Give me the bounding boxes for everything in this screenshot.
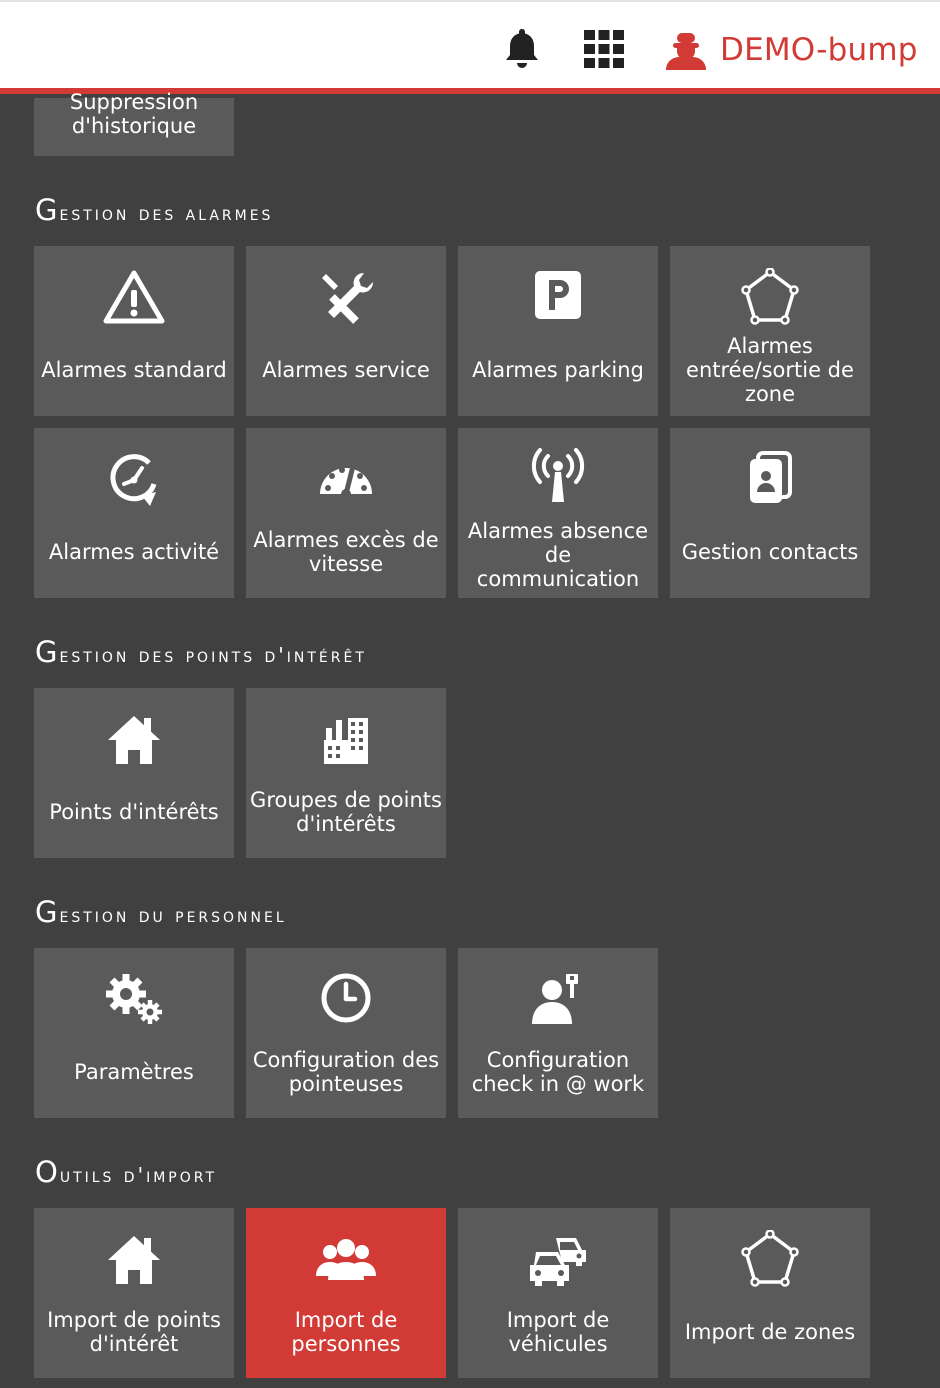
- tile-groupes-points-interets[interactable]: [246, 688, 446, 858]
- people-icon: [246, 1230, 446, 1290]
- home-icon: [34, 710, 234, 770]
- grid-icon[interactable]: [583, 29, 625, 69]
- tile-points-interets[interactable]: [34, 688, 234, 858]
- contacts-icon: [670, 450, 870, 510]
- tile-label: Alarmes parking: [472, 358, 644, 382]
- tile-label: Configuration des pointeuses: [252, 1048, 440, 1096]
- tile-import-points-interet[interactable]: [34, 1208, 234, 1378]
- tile-configuration-pointeuses[interactable]: [246, 948, 446, 1118]
- section-title-alarmes: Gestion des alarmes: [35, 193, 274, 227]
- tile-label: Alarmes excès de vitesse: [253, 528, 439, 576]
- tile-alarmes-parking[interactable]: [458, 246, 658, 416]
- clock-icon: [246, 970, 446, 1030]
- tile-label: Alarmes standard: [41, 358, 227, 382]
- tile-alarmes-activite[interactable]: [34, 428, 234, 598]
- tile-import-zones[interactable]: [670, 1208, 870, 1378]
- tile-label: Suppression d'historique: [69, 90, 199, 138]
- home-icon: [34, 1230, 234, 1290]
- tile-label: Paramètres: [74, 1060, 194, 1084]
- pentagon-icon: [670, 1230, 870, 1290]
- bell-icon[interactable]: [500, 26, 544, 70]
- tile-alarmes-service[interactable]: [246, 246, 446, 416]
- tile-alarmes-communication[interactable]: [458, 428, 658, 598]
- tile-label: Import de véhicules: [506, 1308, 610, 1356]
- tile-parametres[interactable]: [34, 948, 234, 1118]
- tile-import-vehicules[interactable]: [458, 1208, 658, 1378]
- section-title-import: Outils d'import: [35, 1155, 218, 1189]
- person-checkin-icon: [458, 970, 658, 1030]
- buildings-icon: [246, 710, 446, 770]
- tile-suppression-historique[interactable]: [34, 90, 234, 156]
- tile-label: Alarmes absence de communication: [467, 519, 649, 591]
- tile-label: Import de zones: [684, 1320, 856, 1344]
- section-title-personnel: Gestion du personnel: [35, 895, 287, 929]
- tile-label: Groupes de points d'intérêts: [250, 788, 442, 836]
- user-menu[interactable]: [664, 28, 918, 72]
- tile-label: Import de points d'intérêt: [47, 1308, 221, 1356]
- tile-label: Import de personnes: [291, 1308, 401, 1356]
- top-bar: [0, 0, 940, 88]
- tile-alarmes-vitesse[interactable]: [246, 428, 446, 598]
- tile-label: Gestion contacts: [681, 540, 859, 564]
- pentagon-icon: [670, 268, 870, 328]
- parking-icon: [458, 268, 658, 328]
- speedometer-icon: [246, 450, 446, 510]
- tile-label: Points d'intérêts: [49, 800, 219, 824]
- tile-label: Alarmes service: [262, 358, 430, 382]
- user-name: DEMO-bump: [720, 32, 918, 68]
- warning-icon: [34, 268, 234, 328]
- gears-icon: [34, 970, 234, 1030]
- tile-gestion-contacts[interactable]: [670, 428, 870, 598]
- tile-label: Alarmes activité: [48, 540, 220, 564]
- antenna-icon: [458, 446, 658, 506]
- tile-label: Configuration check in @ work: [471, 1048, 645, 1096]
- tile-alarmes-standard[interactable]: [34, 246, 234, 416]
- cars-icon: [458, 1230, 658, 1290]
- tile-import-personnes[interactable]: [246, 1208, 446, 1378]
- section-title-poi: Gestion des points d'intérêt: [35, 635, 367, 669]
- user-icon: [664, 30, 708, 70]
- activity-clock-icon: [34, 450, 234, 510]
- tile-label: Alarmes entrée/sortie de zone: [686, 334, 854, 406]
- tile-configuration-checkin[interactable]: [458, 948, 658, 1118]
- tile-alarmes-zone[interactable]: [670, 246, 870, 416]
- tools-icon: [246, 268, 446, 328]
